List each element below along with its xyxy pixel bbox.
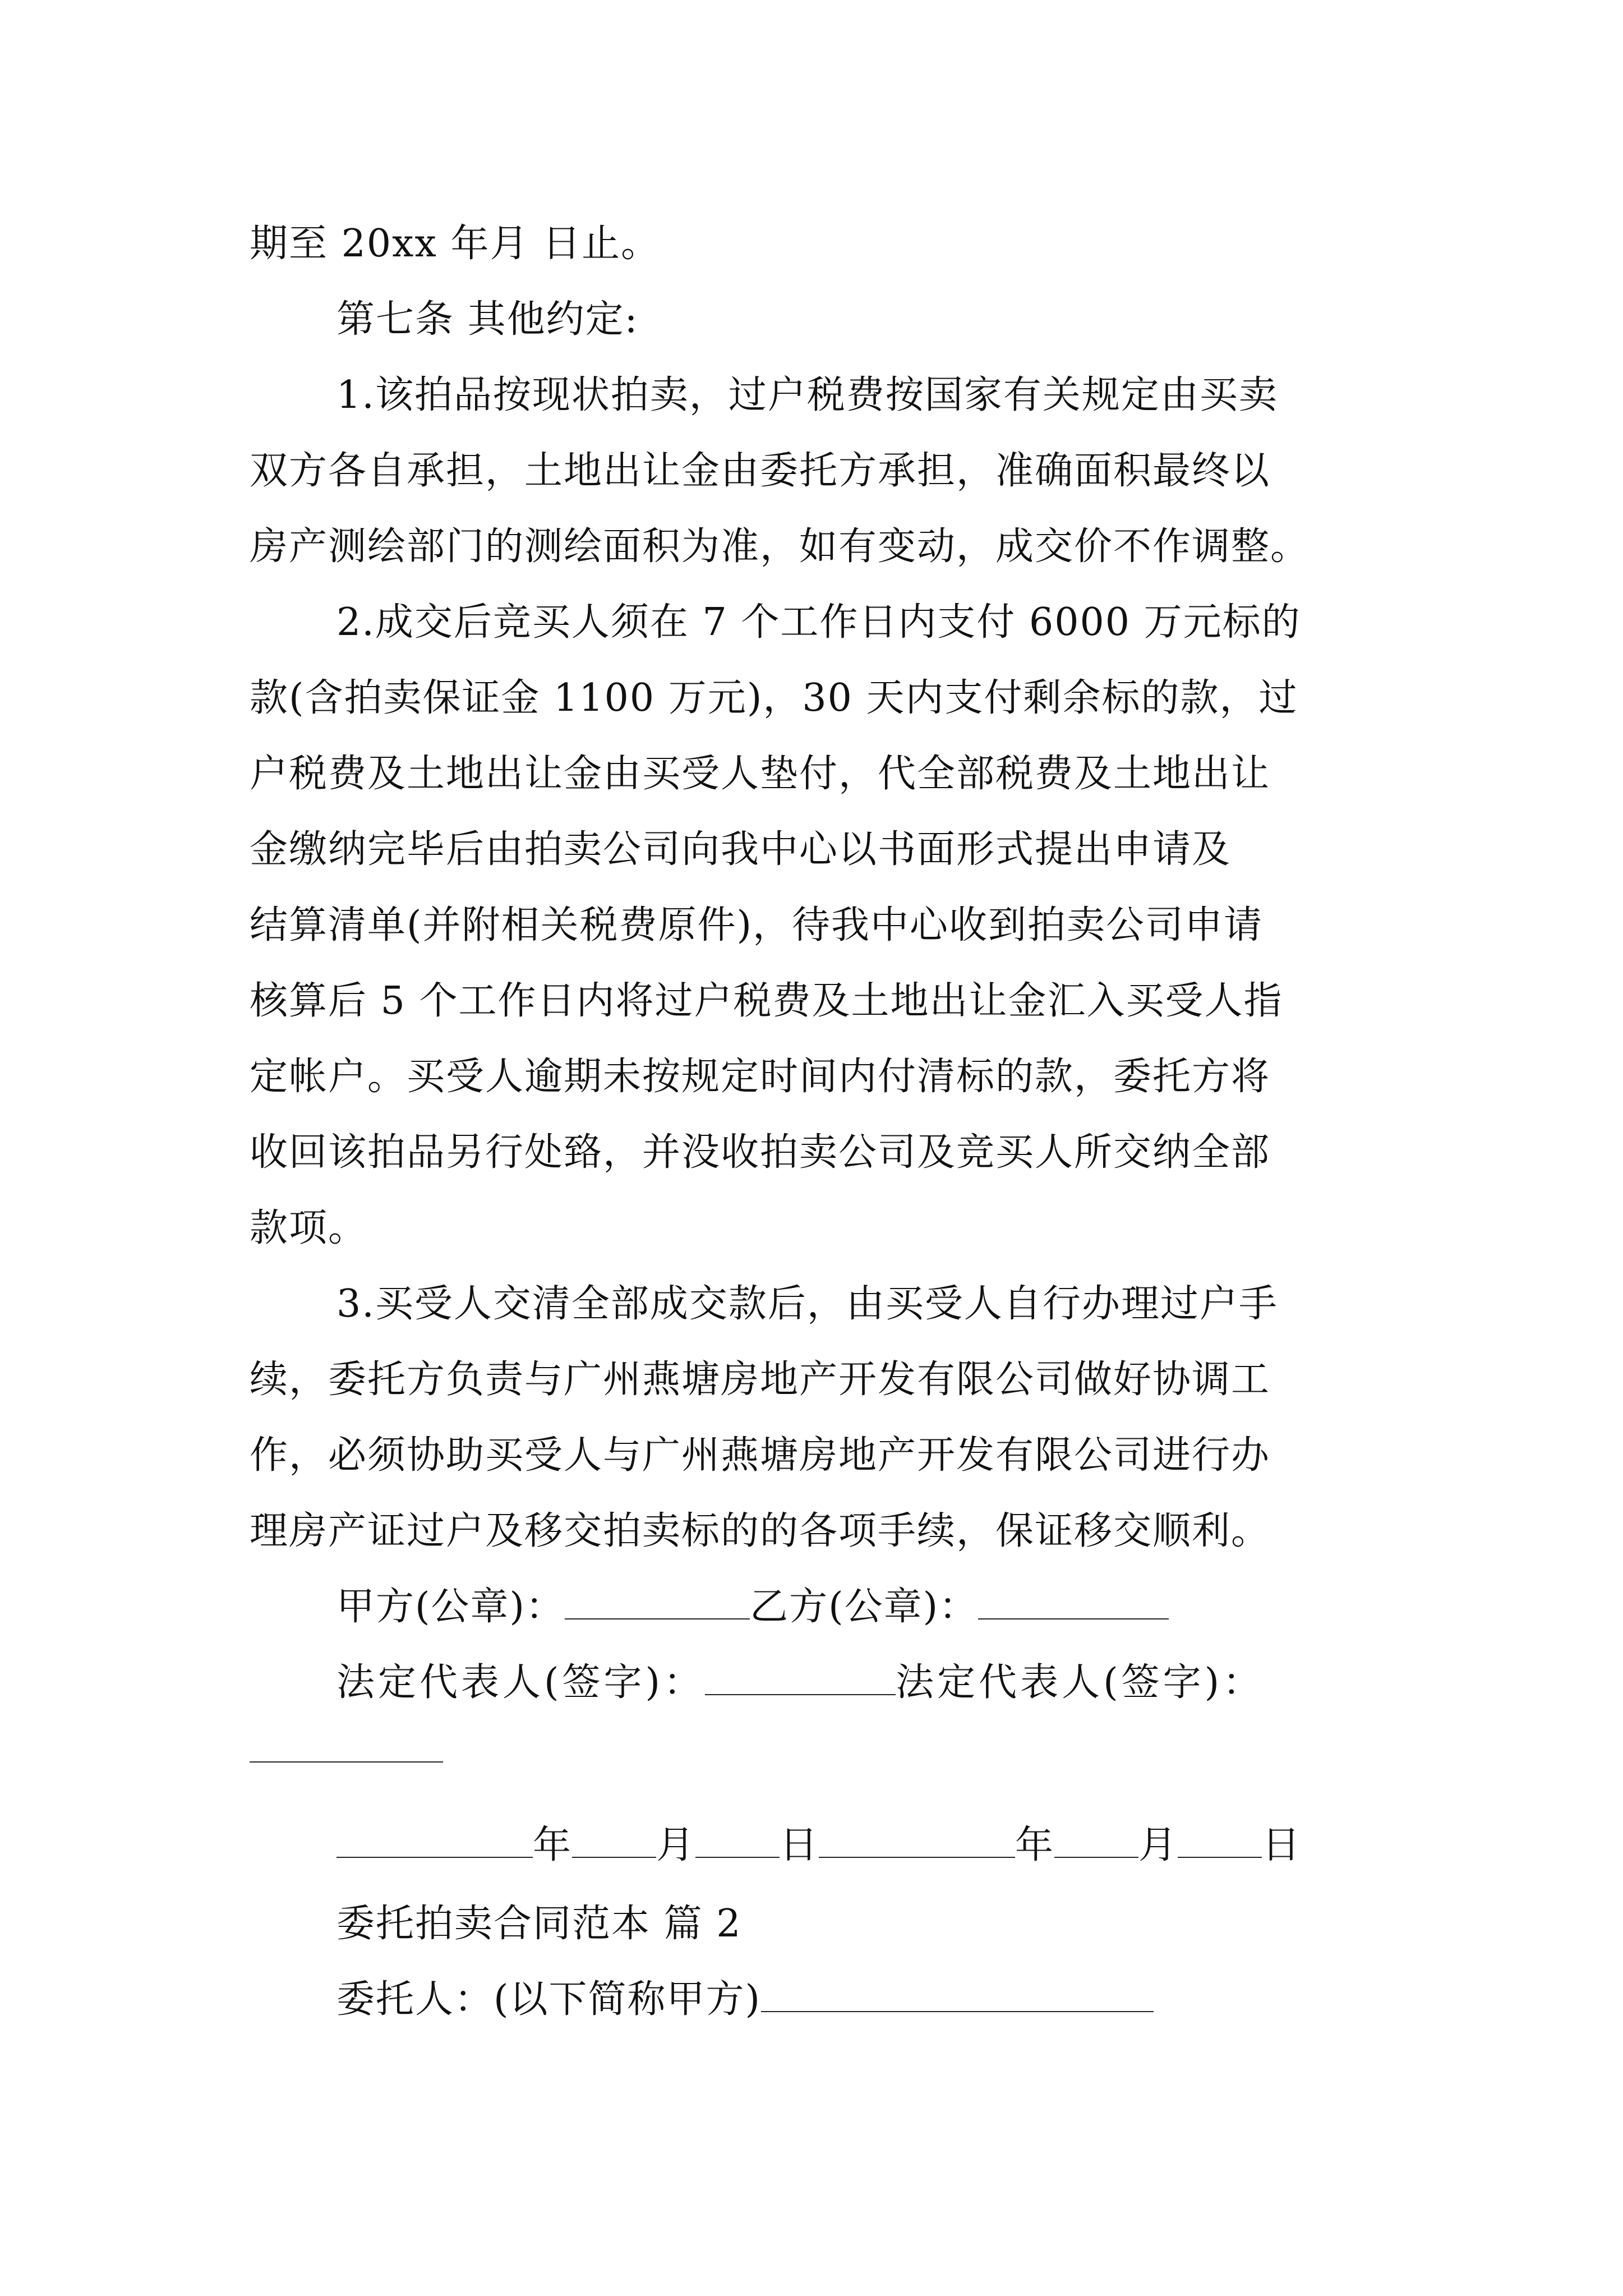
text-line: 收回该拍品另行处臵，并没收拍卖公司及竞买人所交纳全部 <box>250 1130 1271 1175</box>
party-a-seal-blank <box>565 1586 750 1619</box>
text-line: 1.该拍品按现状拍卖，过户税费按国家有关规定由买卖 <box>336 373 1278 417</box>
representative-line <box>336 1660 1264 1705</box>
date-a-day: 日 <box>780 1823 819 1867</box>
text-line: 3.买受人交清全部成交款后，由买受人自行办理过户手 <box>336 1282 1278 1326</box>
rep-b-label: 法定代表人(签字)： <box>896 1660 1265 1705</box>
date-b-day: 日 <box>1262 1823 1302 1867</box>
article-heading: 第七条 其他约定: <box>336 297 639 342</box>
date-b-year-blank <box>819 1824 1015 1858</box>
party-a-seal-label: 甲方(公章)： <box>336 1585 565 1629</box>
date-a-month: 月 <box>656 1823 696 1867</box>
text-line: 期至 20xx 年月 日止。 <box>250 222 661 266</box>
date-line <box>336 1823 1301 1868</box>
text-line: 理房产证过户及移交拍卖标的的各项手续，保证移交顺利。 <box>250 1509 1271 1553</box>
text-line: 作，必须协助买受人与广州燕塘房地产开发有限公司进行办 <box>250 1433 1271 1478</box>
text-line: 金缴纳完毕后由拍卖公司向我中心以书面形式提出申请及 <box>250 827 1232 872</box>
party-seal-line <box>336 1585 1169 1630</box>
text-line: 款项。 <box>250 1206 368 1250</box>
client-line <box>336 1977 1154 2022</box>
section-title: 委托拍卖合同范本 篇 2 <box>336 1902 742 1946</box>
text-line: 户税费及土地出让金由买受人垫付，代全部税费及土地出让 <box>250 752 1271 796</box>
rep-b-blank <box>250 1761 443 1763</box>
text-line: 结算清单(并附相关税费原件)，待我中心收到拍卖公司申请 <box>250 903 1264 947</box>
text-line: 定帐户。买受人逾期未按规定时间内付清标的款，委托方将 <box>250 1055 1271 1099</box>
date-b-month-blank <box>1054 1824 1138 1858</box>
text-line: 核算后 5 个工作日内将过户税费及土地出让金汇入买受人指 <box>250 979 1283 1023</box>
date-b-month: 月 <box>1138 1823 1178 1867</box>
client-label: 委托人：(以下简称甲方) <box>336 1977 762 2022</box>
date-b-day-blank <box>1178 1824 1262 1858</box>
date-a-month-blank <box>572 1824 656 1858</box>
text-line: 续，委托方负责与广州燕塘房地产开发有限公司做好协调工 <box>250 1358 1271 1402</box>
client-blank <box>761 1978 1154 2012</box>
text-line: 2.成交后竞买人须在 7 个工作日内支付 6000 万元标的 <box>336 600 1301 645</box>
rep-a-blank <box>705 1662 896 1695</box>
date-b-year: 年 <box>1015 1823 1055 1867</box>
party-b-seal-blank <box>978 1586 1169 1619</box>
party-b-seal-label: 乙方(公章)： <box>750 1585 979 1629</box>
text-line: 双方各自承担，土地出让金由委托方承担，准确面积最终以 <box>250 449 1271 493</box>
text-line: 款(含拍卖保证金 1100 万元)，30 天内支付剩余标的款，过 <box>250 676 1298 720</box>
rep-a-label: 法定代表人(签字)： <box>336 1660 706 1705</box>
date-a-year-blank <box>336 1824 533 1858</box>
date-a-year: 年 <box>533 1823 573 1867</box>
text-line: 房产测绘部门的测绘面积为准，如有变动，成交价不作调整。 <box>250 524 1310 569</box>
date-a-day-blank <box>695 1824 780 1858</box>
